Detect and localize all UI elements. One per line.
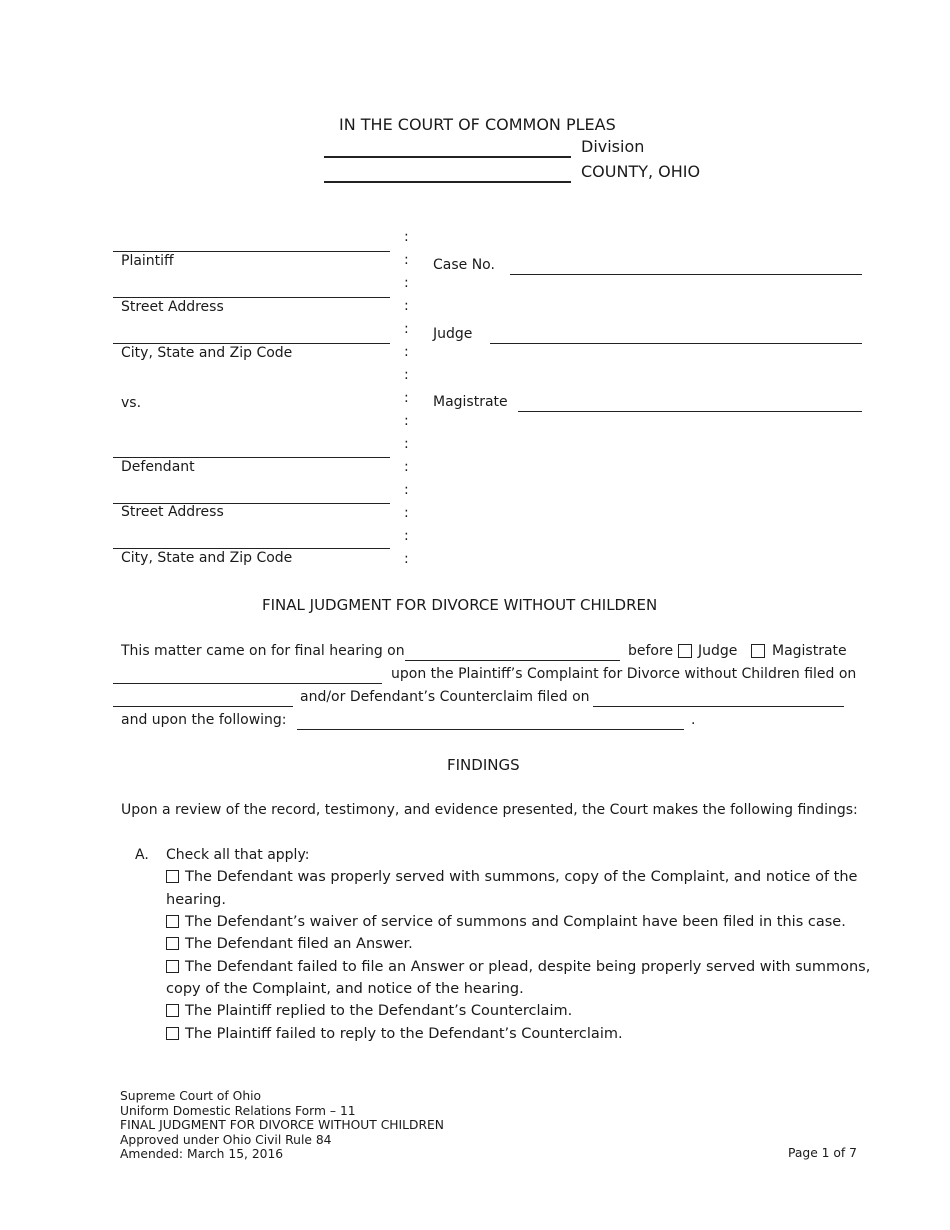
case-no-blank[interactable] bbox=[510, 274, 862, 275]
following-blank[interactable] bbox=[297, 729, 684, 730]
division-blank[interactable] bbox=[324, 156, 571, 158]
caption-colon: : bbox=[404, 298, 409, 314]
county-label: COUNTY, OHIO bbox=[581, 162, 701, 181]
judge-label: Judge bbox=[433, 326, 473, 342]
judge-option-label: Judge bbox=[698, 643, 738, 659]
caption-colon: : bbox=[404, 413, 409, 429]
page-number: Page 1 of 7 bbox=[788, 1146, 857, 1160]
finding-failed-to-answer-cont bbox=[166, 978, 524, 1001]
defendant-name-blank[interactable] bbox=[113, 457, 390, 458]
defendant-city-blank[interactable] bbox=[113, 548, 390, 549]
section-a-letter: A. bbox=[135, 847, 149, 863]
finding-text: copy of the Complaint, and notice of the hearing. bbox=[166, 981, 524, 997]
magistrate-option-label: Magistrate bbox=[772, 643, 847, 659]
plaintiff-label: Plaintiff bbox=[121, 253, 174, 269]
caption-colon: : bbox=[404, 459, 409, 475]
finding-checkbox[interactable] bbox=[166, 1027, 179, 1040]
finding-checkbox[interactable] bbox=[166, 915, 179, 928]
finding-text: The Defendant’s waiver of service of summons and Complaint have been filed in this case. bbox=[185, 914, 846, 930]
complaint-date-blank[interactable] bbox=[113, 683, 382, 684]
finding-checkbox[interactable] bbox=[166, 1004, 179, 1017]
finding-plaintiff-replied bbox=[166, 1000, 572, 1023]
caption-colon: : bbox=[404, 367, 409, 383]
finding-waiver-filed bbox=[166, 911, 846, 934]
finding-checkbox[interactable] bbox=[166, 960, 179, 973]
defendant-street-label: Street Address bbox=[121, 504, 224, 520]
caption-colon: : bbox=[404, 528, 409, 544]
footer-line: Approved under Ohio Civil Rule 84 bbox=[120, 1132, 332, 1147]
before-label: before bbox=[628, 643, 674, 659]
finding-text: The Plaintiff replied to the Defendant’s Counterclaim. bbox=[185, 1003, 573, 1019]
finding-text: The Plaintiff failed to reply to the Defendant’s Counterclaim. bbox=[185, 1026, 623, 1042]
document-title: FINAL JUDGMENT FOR DIVORCE WITHOUT CHILDREN bbox=[262, 596, 658, 614]
finding-text: The Defendant failed to file an Answer or plead, despite being properly served with summons, bbox=[185, 959, 871, 975]
caption-colon: : bbox=[404, 344, 409, 360]
finding-properly-served bbox=[166, 866, 857, 889]
intro-text-3: and/or Defendant’s Counterclaim filed on bbox=[300, 689, 590, 705]
caption-colon: : bbox=[404, 505, 409, 521]
finding-text: The Defendant was properly served with summons, copy of the Complaint, and notice of the bbox=[185, 869, 858, 885]
judge-checkbox[interactable] bbox=[678, 644, 692, 658]
case-no-label: Case No. bbox=[433, 257, 495, 273]
division-label: Division bbox=[581, 137, 645, 156]
findings-heading: FINDINGS bbox=[447, 756, 520, 774]
counterclaim-blank-left[interactable] bbox=[113, 706, 293, 707]
finding-properly-served-cont bbox=[166, 889, 226, 912]
judge-blank[interactable] bbox=[490, 343, 862, 344]
section-a-label: Check all that apply: bbox=[166, 847, 310, 863]
finding-failed-to-answer bbox=[166, 956, 870, 979]
plaintiff-city-label: City, State and Zip Code bbox=[121, 345, 293, 361]
defendant-label: Defendant bbox=[121, 459, 195, 475]
plaintiff-city-blank[interactable] bbox=[113, 343, 390, 344]
court-heading: IN THE COURT OF COMMON PLEAS bbox=[339, 115, 616, 134]
footer-line: Uniform Domestic Relations Form – 11 bbox=[120, 1103, 356, 1118]
caption-colon: : bbox=[404, 390, 409, 406]
finding-text: hearing. bbox=[166, 892, 226, 908]
plaintiff-street-label: Street Address bbox=[121, 299, 224, 315]
caption-colon: : bbox=[404, 275, 409, 291]
footer-line: Supreme Court of Ohio bbox=[120, 1089, 262, 1103]
intro-text-2: upon the Plaintiff’s Complaint for Divorce without Children filed on bbox=[391, 666, 857, 682]
caption-colon: : bbox=[404, 482, 409, 498]
finding-text: The Defendant filed an Answer. bbox=[185, 936, 413, 952]
finding-checkbox[interactable] bbox=[166, 870, 179, 883]
versus-label: vs. bbox=[121, 395, 142, 411]
caption-colon: : bbox=[404, 436, 409, 452]
defendant-city-label: City, State and Zip Code bbox=[121, 550, 293, 566]
finding-plaintiff-failed-reply bbox=[166, 1023, 623, 1046]
county-blank[interactable] bbox=[324, 181, 571, 183]
finding-answer-filed bbox=[166, 933, 413, 956]
intro-text-4: and upon the following: bbox=[121, 712, 287, 728]
footer-line: FINAL JUDGMENT FOR DIVORCE WITHOUT CHILDREN bbox=[120, 1118, 444, 1133]
intro-period: . bbox=[691, 712, 696, 728]
caption-colon: : bbox=[404, 252, 409, 268]
footer-line: Amended: March 15, 2016 bbox=[120, 1147, 284, 1162]
intro-text-1: This matter came on for final hearing on bbox=[121, 643, 405, 659]
finding-checkbox[interactable] bbox=[166, 937, 179, 950]
plaintiff-street-blank[interactable] bbox=[113, 297, 390, 298]
caption-colon: : bbox=[404, 229, 409, 245]
counterclaim-date-blank[interactable] bbox=[593, 706, 844, 707]
caption-colon: : bbox=[404, 551, 409, 567]
magistrate-blank[interactable] bbox=[518, 411, 862, 412]
magistrate-checkbox[interactable] bbox=[751, 644, 765, 658]
plaintiff-name-blank[interactable] bbox=[113, 251, 390, 252]
form-footer bbox=[120, 1089, 444, 1162]
magistrate-label: Magistrate bbox=[433, 394, 508, 410]
caption-colon: : bbox=[404, 321, 409, 337]
hearing-date-blank[interactable] bbox=[405, 660, 620, 661]
findings-intro: Upon a review of the record, testimony, and evidence presented, the Court makes the following findings: bbox=[121, 802, 858, 818]
